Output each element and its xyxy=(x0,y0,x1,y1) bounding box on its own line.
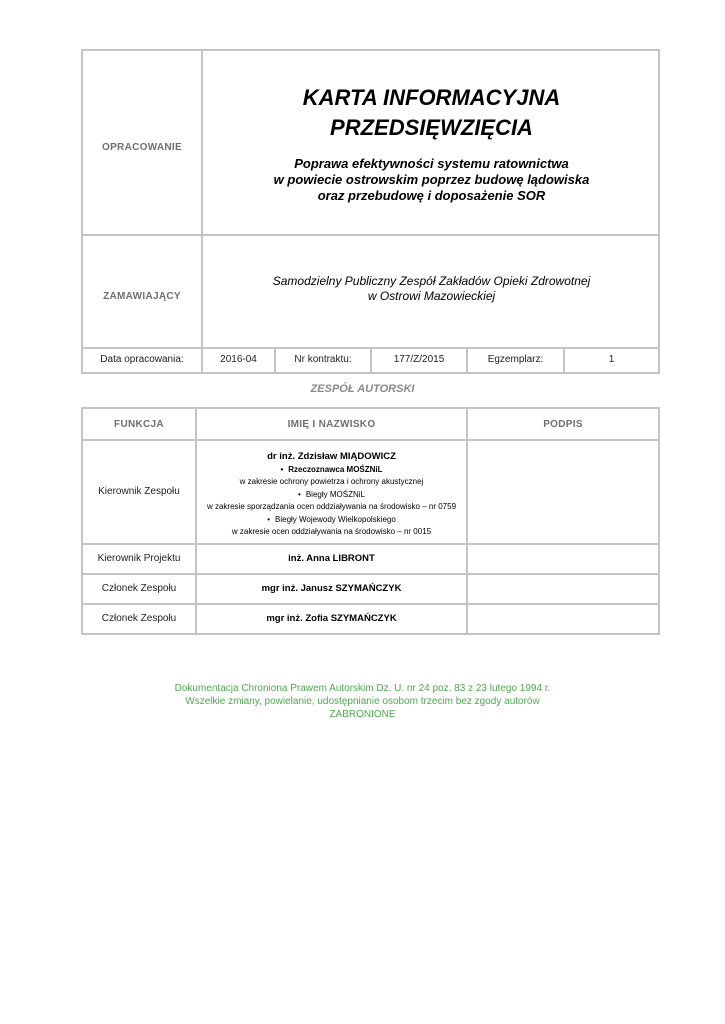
prepared-label: OPRACOWANIE xyxy=(83,51,203,234)
project-subtitle xyxy=(205,156,658,204)
date-label: Data opracowania: xyxy=(83,347,203,372)
title-line-1: KARTA INFORMACYJNA xyxy=(302,85,561,110)
title-cell xyxy=(205,51,658,234)
subtitle-line-1: Poprawa efektywności systemu ratownictwa xyxy=(294,156,569,171)
copy-label: Egzemplarz: xyxy=(468,347,565,372)
contract-value: 177/Z/2015 xyxy=(372,347,468,372)
subtitle-line-3: oraz przebudowę i doposażenie SOR xyxy=(317,188,546,203)
client-line-1: Samodzielny Publiczny Zespół Zakładów Opieki Zdrowotnej xyxy=(272,274,591,288)
header-signature: PODPIS xyxy=(467,408,659,440)
client-cell xyxy=(205,234,658,347)
member-name: mgr inż. Zofia SZYMAŃCZYK xyxy=(196,604,467,634)
notice-line-2: Wszelkie zmiany, powielanie, udostępnianie osobom trzecim bez zgody autorów xyxy=(185,696,540,707)
title-line-2: PRZEDSIĘWZIĘCIA xyxy=(330,115,533,140)
lead-qualification-2: • Biegły MOŚZNiL xyxy=(197,489,466,502)
member-function: Kierownik Projektu xyxy=(82,544,196,574)
table-row xyxy=(82,604,659,634)
signature-cell xyxy=(467,604,659,634)
signature-cell xyxy=(467,574,659,604)
table-header-row xyxy=(82,408,659,440)
document-title xyxy=(205,83,658,143)
lead-qualification-1: • Rzeczoznawca MOŚZNiL xyxy=(197,464,466,477)
team-heading: ZESPÓŁ AUTORSKI xyxy=(310,383,415,395)
lead-qualification-2-scope: w zakresie sporządzania ocen oddziaływania na środowisko – nr 0759 xyxy=(206,502,457,511)
table-row xyxy=(82,574,659,604)
authors-table xyxy=(81,407,660,635)
copy-value: 1 xyxy=(608,354,615,365)
notice-line-3: ZABRONIONE xyxy=(329,709,396,720)
header-name: IMIĘ I NAZWISKO xyxy=(196,408,467,440)
signature-cell xyxy=(467,544,659,574)
info-card xyxy=(81,49,660,374)
date-value: 2016-04 xyxy=(203,347,276,372)
header-function: FUNKCJA xyxy=(82,408,196,440)
meta-row xyxy=(83,347,658,372)
subtitle-line-2: w powiecie ostrowskim poprzez budowę lądowiska xyxy=(273,172,590,187)
table-row xyxy=(82,440,659,544)
client-line-2: w Ostrowi Mazowieckiej xyxy=(367,289,496,303)
lead-function: Kierownik Zespołu xyxy=(82,440,196,544)
client-row xyxy=(83,234,658,349)
client-label: ZAMAWIAJĄCY xyxy=(83,234,203,347)
contract-label: Nr kontraktu: xyxy=(276,347,372,372)
lead-qualification-3-scope: w zakresie ocen oddziaływania na środowisko – nr 0015 xyxy=(231,527,432,536)
table-row xyxy=(82,544,659,574)
member-function: Członek Zespołu xyxy=(82,574,196,604)
member-name: mgr inż. Janusz SZYMAŃCZYK xyxy=(196,574,467,604)
lead-name-cell xyxy=(196,440,467,544)
lead-qualification-1-scope: w zakresie ochrony powietrza i ochrony akustycznej xyxy=(239,477,424,486)
member-name: inż. Anna LIBRONT xyxy=(196,544,467,574)
member-function: Członek Zespołu xyxy=(82,604,196,634)
client-name xyxy=(205,274,658,304)
signature-cell xyxy=(467,440,659,544)
lead-name: dr inż. Zdzisław MIĄDOWICZ xyxy=(267,451,396,462)
prepared-row xyxy=(83,51,658,236)
notice-line-1: Dokumentacja Chroniona Prawem Autorskim Dz. U. nr 24 poz. 83 z 23 lutego 1994 r. xyxy=(174,683,551,694)
copyright-notice xyxy=(0,682,725,721)
lead-qualification-3: • Biegły Wojewody Wielkopolskiego xyxy=(197,514,466,527)
